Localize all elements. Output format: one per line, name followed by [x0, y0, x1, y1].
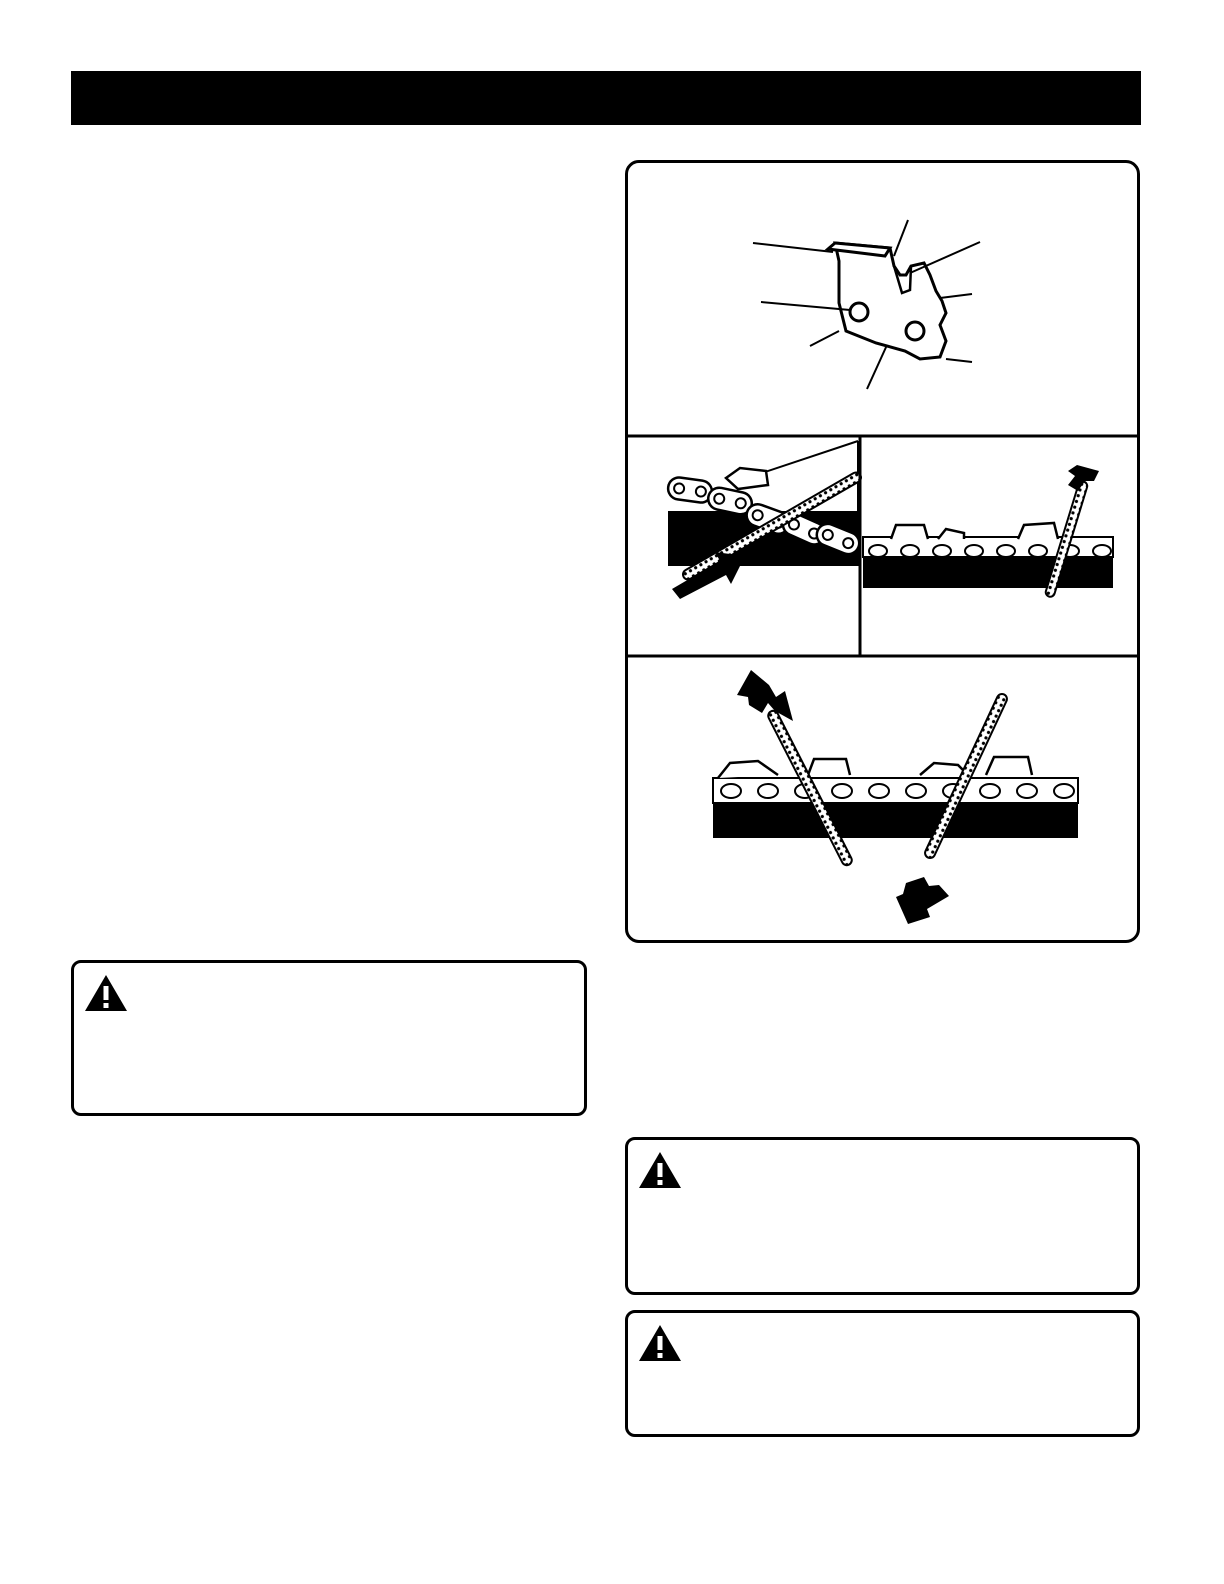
warning-box-2	[625, 1137, 1140, 1295]
warning-box-1	[71, 960, 587, 1116]
alternating-cutters-panel	[713, 670, 1078, 924]
section-header-bar	[71, 71, 1141, 125]
chain-sharpening-figure	[625, 160, 1140, 943]
warning-triangle-icon	[84, 973, 128, 1013]
warning-triangle-icon	[638, 1150, 682, 1190]
file-stroke-panel	[863, 465, 1113, 598]
file-placement-panel	[667, 441, 863, 599]
warning-box-3	[625, 1310, 1140, 1437]
cutter-diagram-panel	[753, 220, 980, 389]
warning-triangle-icon	[638, 1323, 682, 1363]
